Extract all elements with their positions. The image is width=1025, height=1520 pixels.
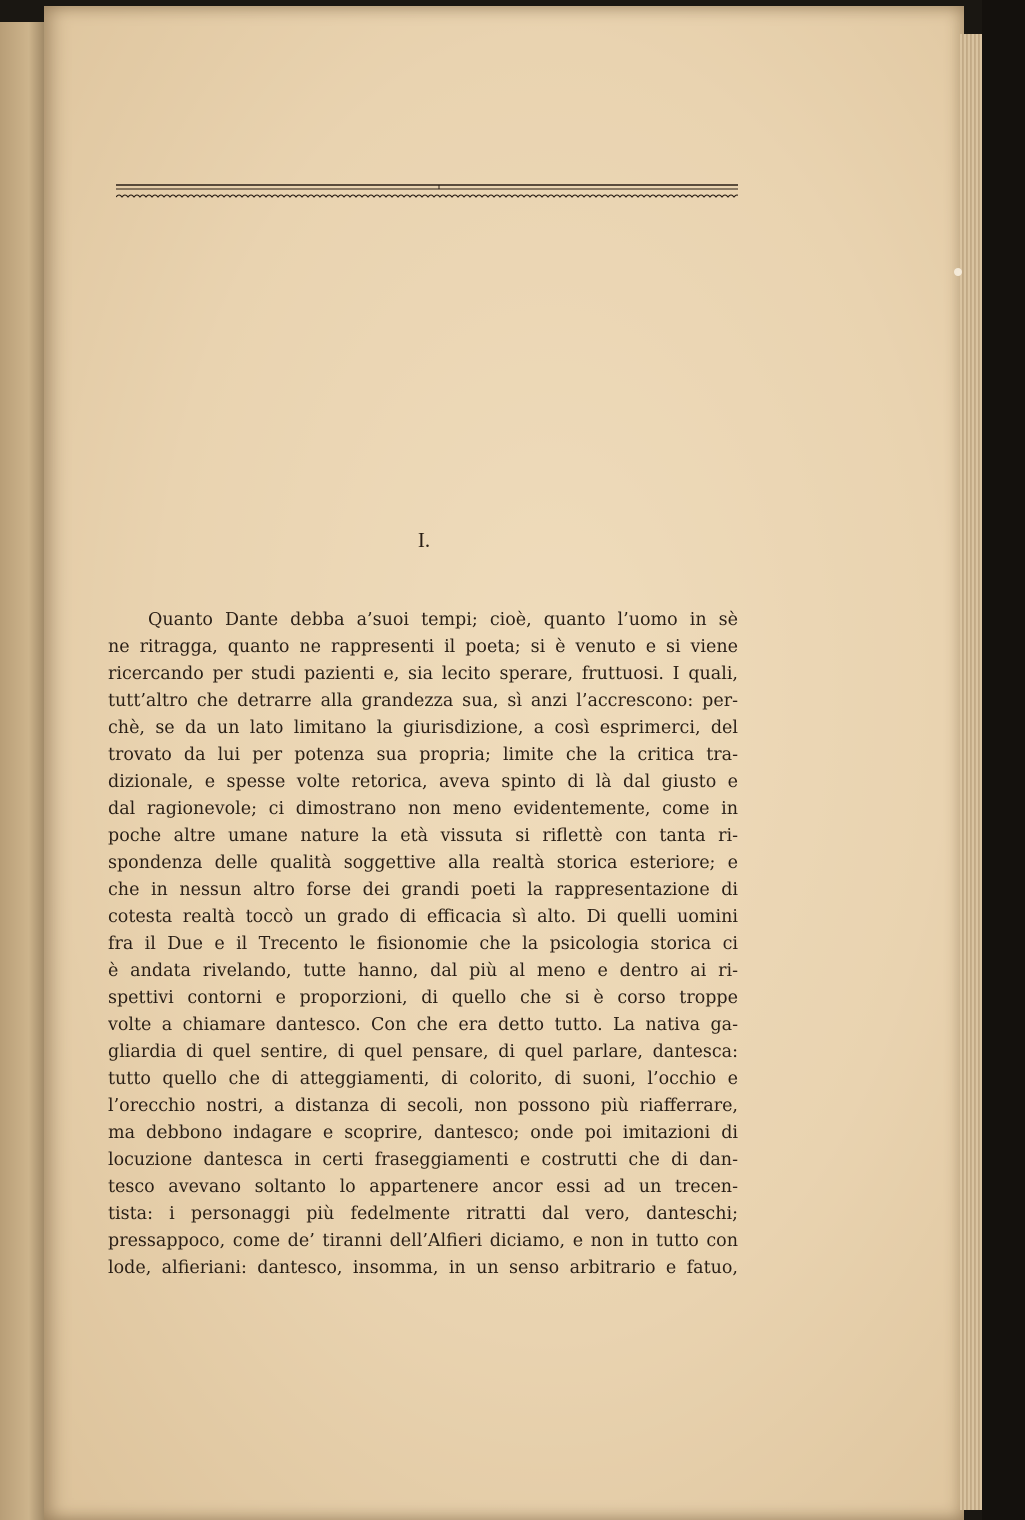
text-line: dal ragionevole; ci dimostrano non meno evidentemente, come in <box>108 799 738 819</box>
paper-speck <box>954 268 962 276</box>
text-line: pressappoco, come de’ tiranni dell’Alfieri diciamo, e non in tutto con <box>108 1231 738 1251</box>
text-line: è andata rivelando, tutte hanno, dal più al meno e dentro ai ri- <box>108 961 738 981</box>
text-line: lode, alfieriani: dantesco, insomma, in un senso arbitrario e fatuo, <box>108 1258 738 1278</box>
text-line: dizionale, e spesse volte retorica, aveva spinto di là dal giusto e <box>108 772 738 792</box>
text-line: l’orecchio nostri, a distanza di secoli, non possono più riafferrare, <box>108 1096 738 1116</box>
text-line: trovato da lui per potenza sua propria; limite che la critica tra- <box>108 745 738 765</box>
text-line: cotesta realtà toccò un grado di efficacia sì alto. Di quelli uomini <box>108 907 738 927</box>
decorative-rule-icon <box>116 183 738 205</box>
scan-background <box>982 0 1025 1520</box>
text-line: chè, se da un lato limitano la giurisdizione, a così esprimerci, del <box>108 718 738 738</box>
page-stack-edge <box>960 34 982 1510</box>
text-line: tutt’altro che detrarre alla grandezza sua, sì anzi l’accrescono: per- <box>108 691 738 711</box>
paragraph-text <box>108 607 738 1282</box>
text-line: gliardia di quel sentire, di quel pensare, di quel parlare, dantesca: <box>108 1042 738 1062</box>
text-line: poche altre umane nature la età vissuta si riflettè con tanta ri- <box>108 826 738 846</box>
text-line: tutto quello che di atteggiamenti, di colorito, di suoni, l’occhio e <box>108 1069 738 1089</box>
text-line: Quanto Dante debba a’suoi tempi; cioè, quanto l’uomo in sè <box>148 610 738 630</box>
text-line: spettivi contorni e proporzioni, di quello che si è corso troppe <box>108 988 738 1008</box>
text-line: che in nessun altro forse dei grandi poeti la rappresentazione di <box>108 880 738 900</box>
text-line: locuzione dantesca in certi fraseggiamenti e costrutti che di dan- <box>108 1150 738 1170</box>
text-line: ricercando per studi pazienti e, sia lecito sperare, fruttuosi. I quali, <box>108 664 738 684</box>
text-line: ma debbono indagare e scoprire, dantesco; onde poi imitazioni di <box>108 1123 738 1143</box>
text-line: tista: i personaggi più fedelmente ritratti dal vero, danteschi; <box>108 1204 738 1224</box>
text-line: ne ritragga, quanto ne rappresenti il poeta; si è venuto e si viene <box>108 637 738 657</box>
text-line: tesco avevano soltanto lo appartenere ancor essi ad un trecen- <box>108 1177 738 1197</box>
decorative-rule <box>116 183 738 205</box>
text-line: fra il Due e il Trecento le fisionomie che la psicologia storica ci <box>108 934 738 954</box>
chapter-number: I. <box>417 528 431 552</box>
text-line: spondenza delle qualità soggettive alla realtà storica esteriore; e <box>108 853 738 873</box>
text-line: volte a chiamare dantesco. Con che era detto tutto. La nativa ga- <box>108 1015 738 1035</box>
